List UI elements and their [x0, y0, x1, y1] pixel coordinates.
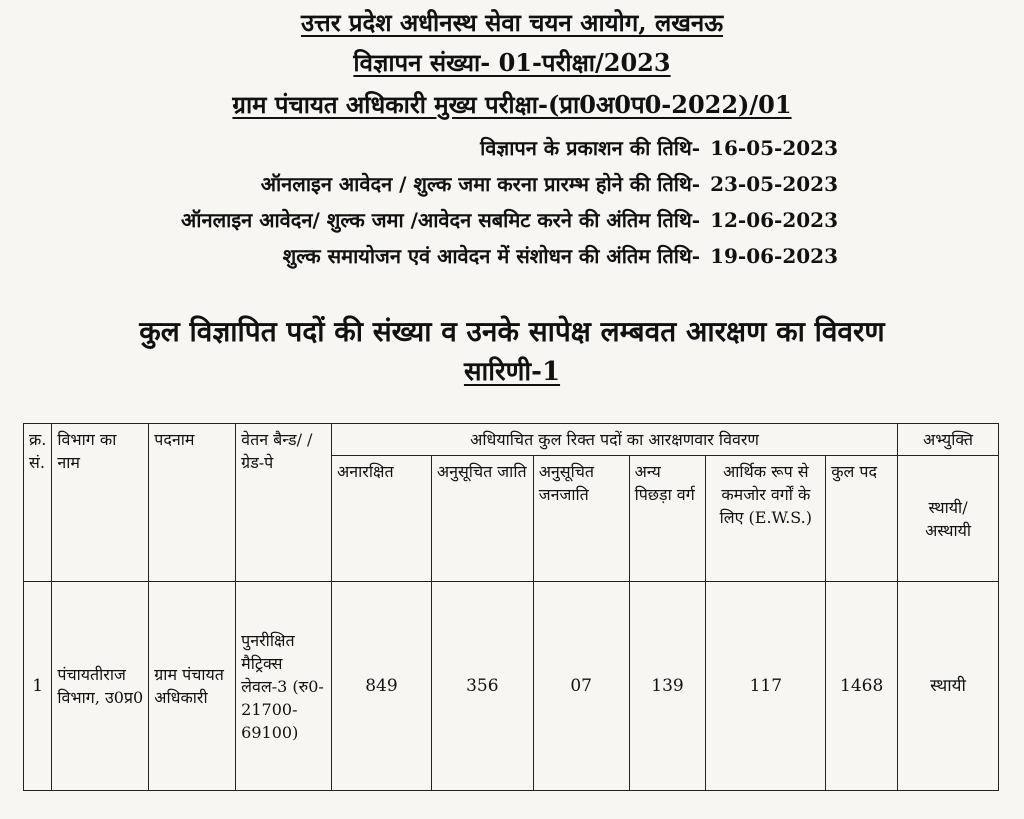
date-value: 16-05-2023	[710, 136, 838, 160]
header-serial: क्र. सं.	[24, 424, 52, 582]
exam-title: ग्राम पंचायत अधिकारी मुख्य परीक्षा-(प्रा0अ0प0-2022)/01	[232, 90, 792, 119]
date-label: शुल्क समायोजन एवं आवेदन में संशोधन की अंतिम तिथि-	[282, 244, 701, 268]
vacancy-table	[23, 423, 999, 791]
date-line-application-start	[181, 166, 838, 202]
date-value: 19-06-2023	[710, 244, 838, 268]
cell-ews: 117	[706, 582, 826, 791]
date-line-publication	[181, 130, 838, 166]
cell-post: ग्राम पंचायत अधिकारी	[149, 582, 236, 791]
date-label: ऑनलाइन आवेदन / शुल्क जमा करना प्रारम्भ होने की तिथि-	[260, 172, 701, 196]
cell-total: 1468	[826, 582, 898, 791]
date-value: 12-06-2023	[710, 208, 838, 232]
header-ews: आर्थिक रूप से कमजोर वर्गों के लिए (E.W.S.)	[706, 456, 826, 582]
date-line-application-end	[181, 202, 838, 238]
cell-unreserved: 849	[332, 582, 432, 791]
advertisement-number: विज्ञापन संख्या- 01-परीक्षा/2023	[353, 48, 671, 77]
org-heading: उत्तर प्रदेश अधीनस्थ सेवा चयन आयोग, लखनऊ	[300, 8, 724, 37]
date-value: 23-05-2023	[710, 172, 838, 196]
cell-st: 07	[533, 582, 629, 791]
cell-department: पंचायतीराज विभाग, उ0प्र0	[52, 582, 149, 791]
section-title: कुल विज्ञापित पदों की संख्या व उनके सापेक्ष लम्बवत आरक्षण का विवरण	[139, 315, 885, 348]
important-dates	[181, 130, 838, 274]
date-label: ऑनलाइन आवेदन/ शुल्क जमा /आवेदन सबमिट करने की अंतिम तिथि-	[181, 208, 701, 232]
header-nature: स्थायी/ अस्थायी	[898, 456, 999, 582]
table-title: सारिणी-1	[463, 357, 561, 387]
header-sc: अनुसूचित जाति	[431, 456, 533, 582]
header-obc: अन्य पिछड़ा वर्ग	[629, 456, 706, 582]
header-unreserved: अनारक्षित	[332, 456, 432, 582]
header-reservation-group: अधियाचित कुल रिक्त पदों का आरक्षणवार विवरण	[332, 424, 898, 456]
header-st: अनुसूचित जनजाति	[533, 456, 629, 582]
cell-remarks: स्थायी	[898, 582, 999, 791]
header-department: विभाग का नाम	[52, 424, 149, 582]
cell-sc: 356	[431, 582, 533, 791]
header-remarks: अभ्युक्ति	[898, 424, 999, 456]
date-label: विज्ञापन के प्रकाशन की तिथि-	[480, 136, 701, 160]
cell-obc: 139	[629, 582, 706, 791]
date-line-correction-end	[181, 238, 838, 274]
cell-serial: 1	[24, 582, 52, 791]
header-pay: वेतन बैन्ड/ /ग्रेड-पे	[236, 424, 332, 582]
cell-pay: पुनरीक्षित मैट्रिक्स लेवल-3 (रु0- 21700- 69100)	[236, 582, 332, 791]
table-row	[24, 582, 999, 791]
header-post: पदनाम	[149, 424, 236, 582]
header-total: कुल पद	[826, 456, 898, 582]
table-header-row	[24, 424, 999, 456]
